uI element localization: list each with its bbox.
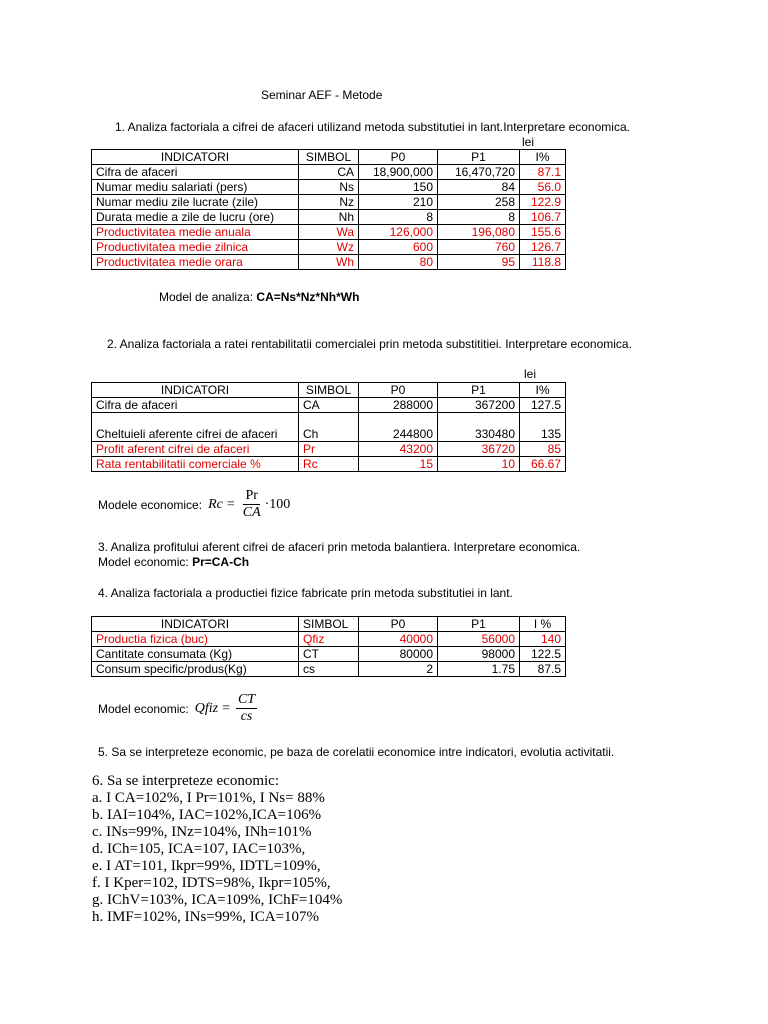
table-cell: 367200 bbox=[438, 398, 520, 413]
table-cell: Wz bbox=[299, 240, 359, 255]
section2-table bbox=[91, 382, 566, 472]
table-cell: Ch bbox=[299, 413, 359, 442]
formula-denominator: cs bbox=[240, 709, 253, 724]
table-cell: 98000 bbox=[438, 647, 520, 662]
model-label: Model economic: bbox=[98, 701, 189, 716]
column-header: SIMBOL bbox=[299, 383, 359, 398]
table-cell: Cifra de afaceri bbox=[92, 398, 299, 413]
column-header: INDICATORI bbox=[92, 150, 299, 165]
table-cell: 760 bbox=[438, 240, 520, 255]
table-cell: Durata medie a zile de lucru (ore) bbox=[92, 210, 299, 225]
table-row bbox=[92, 225, 566, 240]
section1-table bbox=[91, 149, 566, 270]
list-item: a. I CA=102%, I Pr=101%, I Ns= 88% bbox=[92, 790, 325, 806]
table-cell: 18,900,000 bbox=[359, 165, 438, 180]
list-item: c. INs=99%, INz=104%, INh=101% bbox=[92, 824, 312, 840]
table-cell: 8 bbox=[359, 210, 438, 225]
model-label: Model de analiza: bbox=[159, 290, 254, 304]
section1-unit: lei bbox=[522, 135, 535, 149]
table-cell: CA bbox=[299, 165, 359, 180]
table-cell: 127.5 bbox=[520, 398, 566, 413]
table-cell: cs bbox=[299, 662, 359, 677]
table-cell: 16,470,720 bbox=[438, 165, 520, 180]
table-header-row bbox=[92, 617, 566, 632]
model-formula: CA=Ns*Nz*Nh*Wh bbox=[256, 290, 360, 304]
table-row bbox=[92, 195, 566, 210]
table-cell: 10 bbox=[438, 457, 520, 472]
section4-model bbox=[98, 692, 259, 725]
section4-heading: 4. Analiza factoriala a productiei fizice fabricate prin metoda substitutiei in lant. bbox=[98, 586, 513, 600]
section2-unit: lei bbox=[524, 367, 537, 381]
table-cell: Nh bbox=[299, 210, 359, 225]
table-row bbox=[92, 413, 566, 442]
column-header: P1 bbox=[438, 617, 520, 632]
section5-heading: 5. Sa se interpreteze economic, pe baza de corelatii economice intre indicatori, evolutia activitatii. bbox=[98, 745, 615, 759]
table-cell: Nz bbox=[299, 195, 359, 210]
formula-lhs: Qfiz bbox=[194, 700, 219, 716]
formula-lhs: Rc bbox=[208, 496, 223, 512]
section4-table bbox=[91, 616, 566, 677]
table-cell: 210 bbox=[359, 195, 438, 210]
column-header: P0 bbox=[359, 383, 438, 398]
table-cell: 196,080 bbox=[438, 225, 520, 240]
table-row bbox=[92, 398, 566, 413]
table-cell: 87.5 bbox=[520, 662, 566, 677]
table-cell: 122.5 bbox=[520, 647, 566, 662]
table-cell: 1.75 bbox=[438, 662, 520, 677]
table-cell: Wh bbox=[299, 255, 359, 270]
formula-numerator: CT bbox=[237, 692, 256, 707]
table-cell: 258 bbox=[438, 195, 520, 210]
table-cell: Productivitatea medie anuala bbox=[92, 225, 299, 240]
table-cell: Productivitatea medie zilnica bbox=[92, 240, 299, 255]
table-cell: Rata rentabilitatii comerciale % bbox=[92, 457, 299, 472]
table-cell: 36720 bbox=[438, 442, 520, 457]
table-cell: 56.0 bbox=[520, 180, 566, 195]
section1-model bbox=[159, 290, 359, 304]
formula-numerator: Pr bbox=[245, 488, 258, 503]
table-cell: 140 bbox=[520, 632, 566, 647]
column-header: SIMBOL bbox=[299, 617, 359, 632]
column-header: INDICATORI bbox=[92, 383, 299, 398]
section1-heading: 1. Analiza factoriala a cifrei de afaceri utilizand metoda substitutiei in lant.Interpretare economica. bbox=[115, 120, 630, 134]
table-cell: 40000 bbox=[359, 632, 438, 647]
model-formula: Pr=CA-Ch bbox=[192, 555, 250, 569]
section3-model bbox=[98, 555, 249, 569]
table-cell: Consum specific/produs(Kg) bbox=[92, 662, 299, 677]
column-header: SIMBOL bbox=[299, 150, 359, 165]
formula-multiplier: ·100 bbox=[264, 496, 291, 512]
formula-equals: = bbox=[226, 496, 235, 512]
table-cell: CA bbox=[299, 398, 359, 413]
table-header-row bbox=[92, 383, 566, 398]
list-item: f. I Kper=102, IDTS=98%, Ikpr=105%, bbox=[92, 875, 331, 891]
table-cell: Cheltuieli aferente cifrei de afaceri bbox=[92, 413, 299, 442]
table-cell: Qfiz bbox=[299, 632, 359, 647]
table-cell: Numar mediu zile lucrate (zile) bbox=[92, 195, 299, 210]
column-header: P0 bbox=[359, 150, 438, 165]
column-header: P1 bbox=[438, 383, 520, 398]
table-cell: Ns bbox=[299, 180, 359, 195]
formula-fraction bbox=[241, 488, 263, 521]
list-item: h. IMF=102%, INs=99%, ICA=107% bbox=[92, 909, 320, 925]
table-cell: 87.1 bbox=[520, 165, 566, 180]
table-cell: 84 bbox=[438, 180, 520, 195]
table-cell: 288000 bbox=[359, 398, 438, 413]
table-cell: 150 bbox=[359, 180, 438, 195]
column-header: I% bbox=[520, 150, 566, 165]
table-cell: Profit aferent cifrei de afaceri bbox=[92, 442, 299, 457]
table-cell: Productia fizica (buc) bbox=[92, 632, 299, 647]
table-cell: 244800 bbox=[359, 413, 438, 442]
table-cell: Pr bbox=[299, 442, 359, 457]
table-row bbox=[92, 662, 566, 677]
table-cell: Cantitate consumata (Kg) bbox=[92, 647, 299, 662]
table-cell: Productivitatea medie orara bbox=[92, 255, 299, 270]
formula-denominator: CA bbox=[242, 505, 261, 520]
list-item: b. IAI=104%, IAC=102%,ICA=106% bbox=[92, 807, 322, 823]
section3-heading: 3. Analiza profitului aferent cifrei de afaceri prin metoda balantiera. Interpretare economica. bbox=[98, 540, 581, 554]
table-cell: 330480 bbox=[438, 413, 520, 442]
table-cell: 80000 bbox=[359, 647, 438, 662]
table-cell: 85 bbox=[520, 442, 566, 457]
table-cell: 126,000 bbox=[359, 225, 438, 240]
table-row bbox=[92, 442, 566, 457]
table-cell: 56000 bbox=[438, 632, 520, 647]
table-cell: 126.7 bbox=[520, 240, 566, 255]
table-row bbox=[92, 632, 566, 647]
column-header: P0 bbox=[359, 617, 438, 632]
table-cell: 80 bbox=[359, 255, 438, 270]
section2-heading: 2. Analiza factoriala a ratei rentabilitatii comercialei prin metoda substititiei. Interpretare economica. bbox=[107, 337, 632, 351]
list-item: e. I AT=101, Ikpr=99%, IDTL=109%, bbox=[92, 858, 321, 874]
table-row bbox=[92, 210, 566, 225]
table-cell: 43200 bbox=[359, 442, 438, 457]
column-header: P1 bbox=[438, 150, 520, 165]
column-header: I % bbox=[520, 617, 566, 632]
table-row bbox=[92, 255, 566, 270]
table-row bbox=[92, 180, 566, 195]
section6-list bbox=[92, 773, 342, 926]
table-cell: 600 bbox=[359, 240, 438, 255]
section6-heading: 6. Sa se interpreteze economic: bbox=[92, 773, 280, 789]
table-cell: 66.67 bbox=[520, 457, 566, 472]
table-row bbox=[92, 240, 566, 255]
table-cell: 118.8 bbox=[520, 255, 566, 270]
column-header: I% bbox=[520, 383, 566, 398]
column-header: INDICATORI bbox=[92, 617, 299, 632]
formula-fraction bbox=[236, 692, 257, 725]
table-cell: 155.6 bbox=[520, 225, 566, 240]
table-cell: 95 bbox=[438, 255, 520, 270]
model-label: Model economic: bbox=[98, 555, 189, 569]
table-cell: 135 bbox=[520, 413, 566, 442]
table-cell: Numar mediu salariati (pers) bbox=[92, 180, 299, 195]
table-cell: 8 bbox=[438, 210, 520, 225]
table-cell: 2 bbox=[359, 662, 438, 677]
list-item: d. ICh=105, ICA=107, IAC=103%, bbox=[92, 841, 306, 857]
table-row bbox=[92, 165, 566, 180]
table-cell: 122.9 bbox=[520, 195, 566, 210]
table-cell: Wa bbox=[299, 225, 359, 240]
list-item: g. IChV=103%, ICA=109%, IChF=104% bbox=[92, 892, 343, 908]
page-title: Seminar AEF - Metode bbox=[261, 88, 383, 102]
table-row bbox=[92, 647, 566, 662]
table-cell: CT bbox=[299, 647, 359, 662]
table-cell: 106.7 bbox=[520, 210, 566, 225]
table-header-row bbox=[92, 150, 566, 165]
section2-model bbox=[98, 488, 290, 521]
formula-equals: = bbox=[222, 700, 230, 716]
table-cell: Rc bbox=[299, 457, 359, 472]
table-row bbox=[92, 457, 566, 472]
model-label: Modele economice: bbox=[98, 497, 203, 512]
table-cell: 15 bbox=[359, 457, 438, 472]
table-cell: Cifra de afaceri bbox=[92, 165, 299, 180]
